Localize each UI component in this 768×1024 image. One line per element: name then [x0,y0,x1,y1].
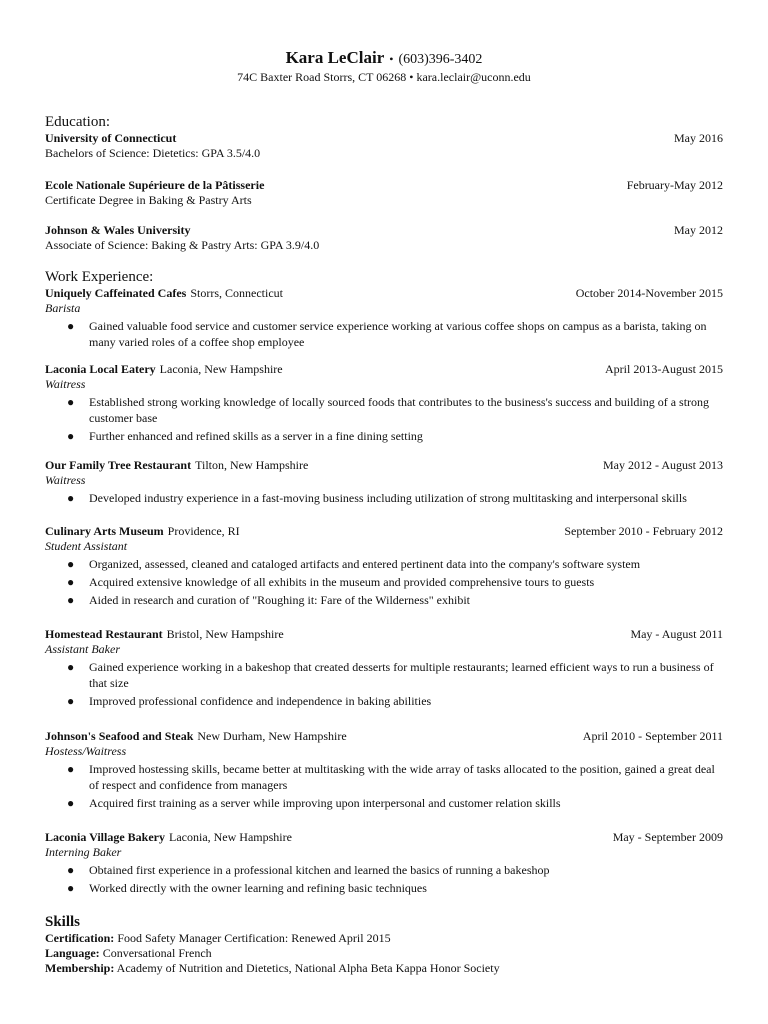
skill-label: Language: [45,946,100,960]
employer-location: Providence, RI [167,524,240,538]
job-role: Student Assistant [45,539,128,553]
employer-location: Laconia, New Hampshire [169,830,292,844]
job-bullet: ● Worked directly with the owner learning and refining basic techniques [67,881,427,895]
job-date: May - September 2009 [612,830,723,844]
job-bullet: ● Improved professional confidence and independence in baking abilities [67,694,432,708]
section-title-work: Work Experience: [45,269,154,285]
job-bullet: ● Improved hostessing skills, became better at multitasking with the wide array of tasks allocated to the position, gained a great deal of respect and confidence from managers [67,762,715,792]
section-title-education: Education: [45,114,110,130]
employer-location: Tilton, New Hampshire [195,458,309,472]
bullet-icon: ● [67,593,75,607]
job-entry [45,627,723,711]
bullet-icon: ● [67,395,75,409]
degree-detail: Associate of Science: Baking & Pastry Arts: GPA 3.9/4.0 [45,238,320,252]
bullet-icon: ● [67,796,75,810]
separator-dot: • [389,52,394,66]
employer-name: Uniquely Caffeinated Cafes [45,286,187,300]
job-role: Assistant Baker [45,642,120,656]
skill-value: Academy of Nutrition and Dietetics, National Alpha Beta Kappa Honor Society [116,961,500,975]
bullet-icon: ● [67,429,75,443]
degree-detail: Certificate Degree in Baking & Pastry Arts [45,193,252,207]
school-name: Ecole Nationale Supérieure de la Pâtisserie [45,178,265,192]
job-bullet: ● Acquired extensive knowledge of all exhibits in the museum and provided comprehensive tours to guests [67,575,595,589]
entry-date: May 2012 [674,223,723,237]
job-bullet: ● Acquired first training as a server while improving upon interpersonal and customer relation skills [67,796,561,810]
job-entry [45,286,723,352]
bullet-icon: ● [67,881,75,895]
job-date: September 2010 - February 2012 [564,524,723,538]
job-role: Barista [45,301,81,315]
resume-header [0,48,768,85]
bullet-icon: ● [67,491,75,505]
work-section [45,268,723,286]
job-entry [45,458,723,508]
employer-location: Laconia, New Hampshire [159,362,283,376]
skill-label: Certification: [45,931,115,945]
school-name: University of Connecticut [45,131,177,145]
bullet-icon: ● [67,319,75,333]
job-entry [45,830,723,898]
job-bullet: ● Aided in research and curation of "Roughing it: Fare of the Wilderness" exhibit [67,593,470,607]
education-entry [45,178,723,208]
candidate-name: Kara LeClair [285,48,385,67]
bullet-icon: ● [67,694,75,708]
job-date: May - August 2011 [630,627,723,641]
name-line [0,48,768,70]
employer-name: Laconia Local Eatery [45,362,156,376]
job-bullet: ● Gained experience working in a bakeshop that created desserts for multiple restaurants; learned efficient ways to run a business of that size [67,660,714,690]
job-bullet: ● Organized, assessed, cleaned and cataloged artifacts and entered pertinent data into the company's software system [67,557,641,571]
bullet-icon: ● [67,557,75,571]
job-role: Waitress [45,473,86,487]
job-date: April 2010 - September 2011 [582,729,723,743]
skill-line [45,961,723,976]
school-name: Johnson & Wales University [45,223,191,237]
skill-value: Food Safety Manager Certification: Renewed April 2015 [117,931,391,945]
bullet-icon: ● [67,863,75,877]
job-bullet: ● Gained valuable food service and customer service experience working at various coffee shops on campus as a barista, taking on many varied roles of a coffee shop employee [67,319,707,349]
skills-section [45,913,723,976]
job-role: Waitress [45,377,86,391]
employer-location: Storrs, Connecticut [190,286,283,300]
job-bullet: ● Further enhanced and refined skills as a server in a fine dining setting [67,429,423,443]
skill-label: Membership: [45,961,115,975]
job-role: Interning Baker [45,845,122,859]
contact-line: 74C Baxter Road Storrs, CT 06268 • kara.leclair@uconn.edu [237,70,531,84]
education-entry [45,223,723,253]
phone-number: (603)396-3402 [398,52,483,67]
degree-detail: Bachelors of Science: Dietetics: GPA 3.5/4.0 [45,146,261,160]
bullet-icon: ● [67,762,75,776]
employer-location: Bristol, New Hampshire [166,627,284,641]
skill-line [45,946,723,961]
employer-location: New Durham, New Hampshire [197,729,347,743]
skill-line [45,931,723,946]
job-entry [45,524,723,610]
entry-date: May 2016 [674,131,723,145]
job-entry [45,362,723,446]
skill-value: Conversational French [102,946,212,960]
education-section [45,113,723,131]
employer-name: Laconia Village Bakery [45,830,165,844]
job-entry [45,729,723,813]
job-role: Hostess/Waitress [45,744,127,758]
education-entry [45,131,723,161]
bullet-icon: ● [67,575,75,589]
employer-name: Culinary Arts Museum [45,524,164,538]
employer-name: Homestead Restaurant [45,627,163,641]
job-bullet: ● Developed industry experience in a fast-moving business including utilization of strong multitasking and interpersonal skills [67,491,687,505]
job-bullet: ● Obtained first experience in a professional kitchen and learned the basics of running a bakeshop [67,863,550,877]
job-date: May 2012 - August 2013 [603,458,723,472]
employer-name: Our Family Tree Restaurant [45,458,192,472]
job-bullet: ● Established strong working knowledge of locally sourced foods that contributes to the business's success and building of a strong customer base [67,395,710,425]
employer-name: Johnson's Seafood and Steak [45,729,194,743]
job-date: April 2013-August 2015 [605,362,723,376]
bullet-icon: ● [67,660,75,674]
section-title-skills: Skills [45,914,81,930]
entry-date: February-May 2012 [626,178,723,192]
job-date: October 2014-November 2015 [575,286,723,300]
